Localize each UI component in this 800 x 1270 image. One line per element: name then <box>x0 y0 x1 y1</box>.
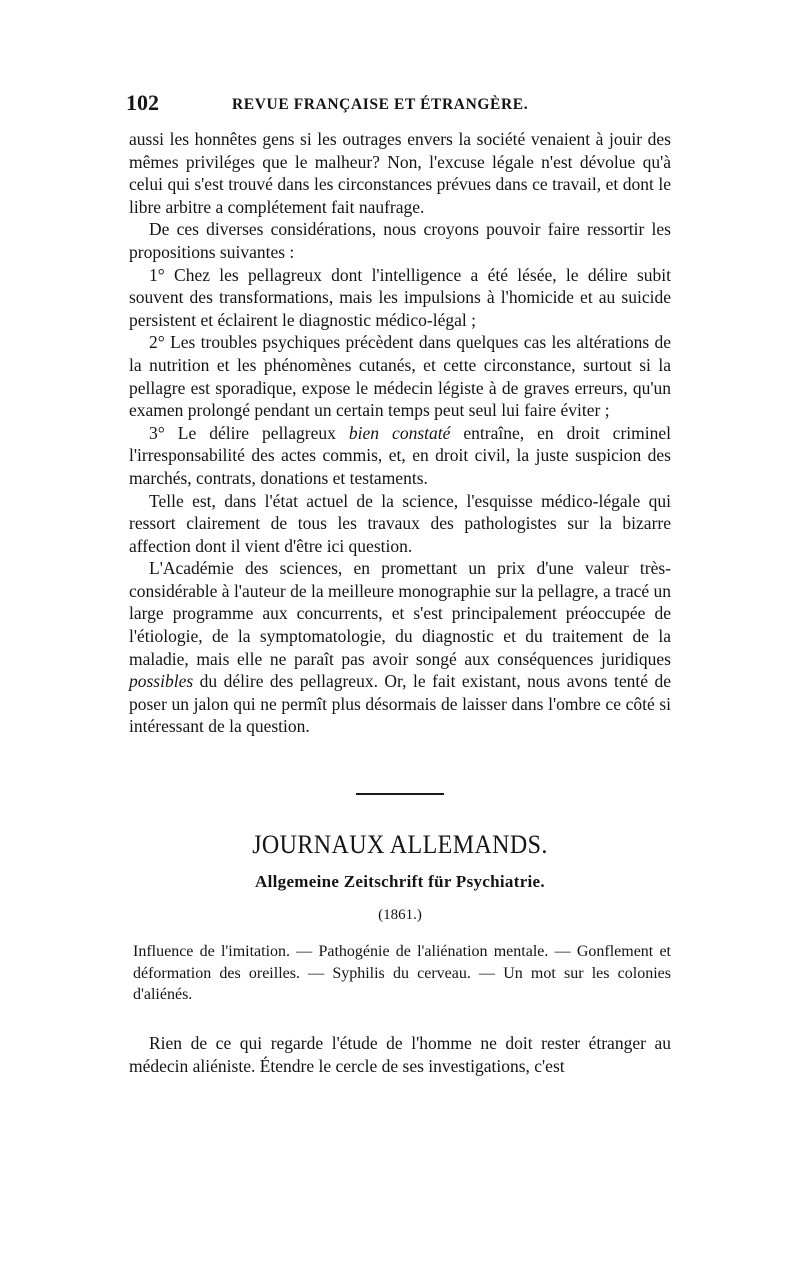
section-text <box>129 1032 671 1077</box>
proposition-3-end: entraîne, en droit criminel l'irresponsabilité des actes commis, et, en droit civil, la juste suspicion des marchés, contrats, donations et testaments. <box>129 422 671 488</box>
section-summary: Influence de l'imitation. — Pathogénie de l'aliénation mentale. — Gonflement et déformation des oreilles. — Syphilis du cerveau. — Un mot sur les colonies d'aliénés. <box>133 943 671 1003</box>
journal-title: REVUE FRANÇAISE ET ÉTRANGÈRE. <box>232 96 529 113</box>
section-opening-paragraph: Rien de ce qui regarde l'étude de l'homme ne doit rester étranger au médecin aliéniste. Étendre le cercle de ses investigations, c'est <box>129 1033 671 1076</box>
proposition-3-start: 3° Le délire pellagreux <box>149 422 349 443</box>
section-divider <box>356 793 444 795</box>
proposition-3 <box>129 422 671 490</box>
paragraph-continuation: aussi les honnêtes gens si les outrages envers la société venaient à jouir des mêmes priviléges que le malheur? Non, l'excuse légale n'est dévolue qu'à celui qui s'est trouvé dans les circonstances prévues dans ce travail, et dont le libre arbitre a complétement fait naufrage. <box>129 129 671 217</box>
running-head <box>126 90 672 118</box>
proposition-3-emphasis: bien constaté <box>348 422 451 443</box>
academie-end: du délire des pellagreux. Or, le fait existant, nous avons tenté de poser un jalon qui ne permît plus désormais de laisser dans l'ombre ce côté si intéressant de la question. <box>129 671 671 737</box>
paragraph-academie <box>129 557 671 738</box>
section-title: JOURNAUX ALLEMANDS. <box>252 830 548 860</box>
main-text <box>129 128 671 738</box>
proposition-1: 1° Chez les pellagreux dont l'intelligence a été lésée, le délire subit souvent des transformations, mais les impulsions à l'homicide et au suicide persistent et éclairent le diagnostic médico-légal ; <box>129 264 671 330</box>
academie-emphasis: possibles <box>129 671 194 692</box>
paragraph-considerations: De ces diverses considérations, nous croyons pouvoir faire ressortir les propositions suivantes : <box>129 219 671 262</box>
page-number: 102 <box>126 90 159 115</box>
proposition-2: 2° Les troubles psychiques précèdent dans quelques cas les altérations de la nutrition et les phénomènes cutanés, et cette circonstance, surtout si la pellagre est sporadique, expose le médecin légiste à de graves erreurs, qu'un examen prolongé pendant un certain temps peut seul lui faire éviter ; <box>129 332 671 421</box>
journal-year: (1861.) <box>378 907 422 923</box>
journal-subtitle: Allgemeine Zeitschrift für Psychiatrie. <box>255 872 545 891</box>
academie-start: L'Académie des sciences, en promettant un prix d'une valeur très-considérable à l'auteur de la meilleure monographie sur la pellagre, a tracé un large programme aux concurrents, et s'est principalement préoccupée de l'étiologie, de la symptomatologie, du diagnostic et du traitement de la maladie, mais elle ne paraît pas avoir songé aux conséquences juridiques <box>129 558 672 669</box>
paragraph-conclusion: Telle est, dans l'état actuel de la science, l'esquisse médico-légale qui ressort clairement de tous les travaux des pathologistes sur la bizarre affection dont il vient d'être ici question. <box>129 490 671 556</box>
